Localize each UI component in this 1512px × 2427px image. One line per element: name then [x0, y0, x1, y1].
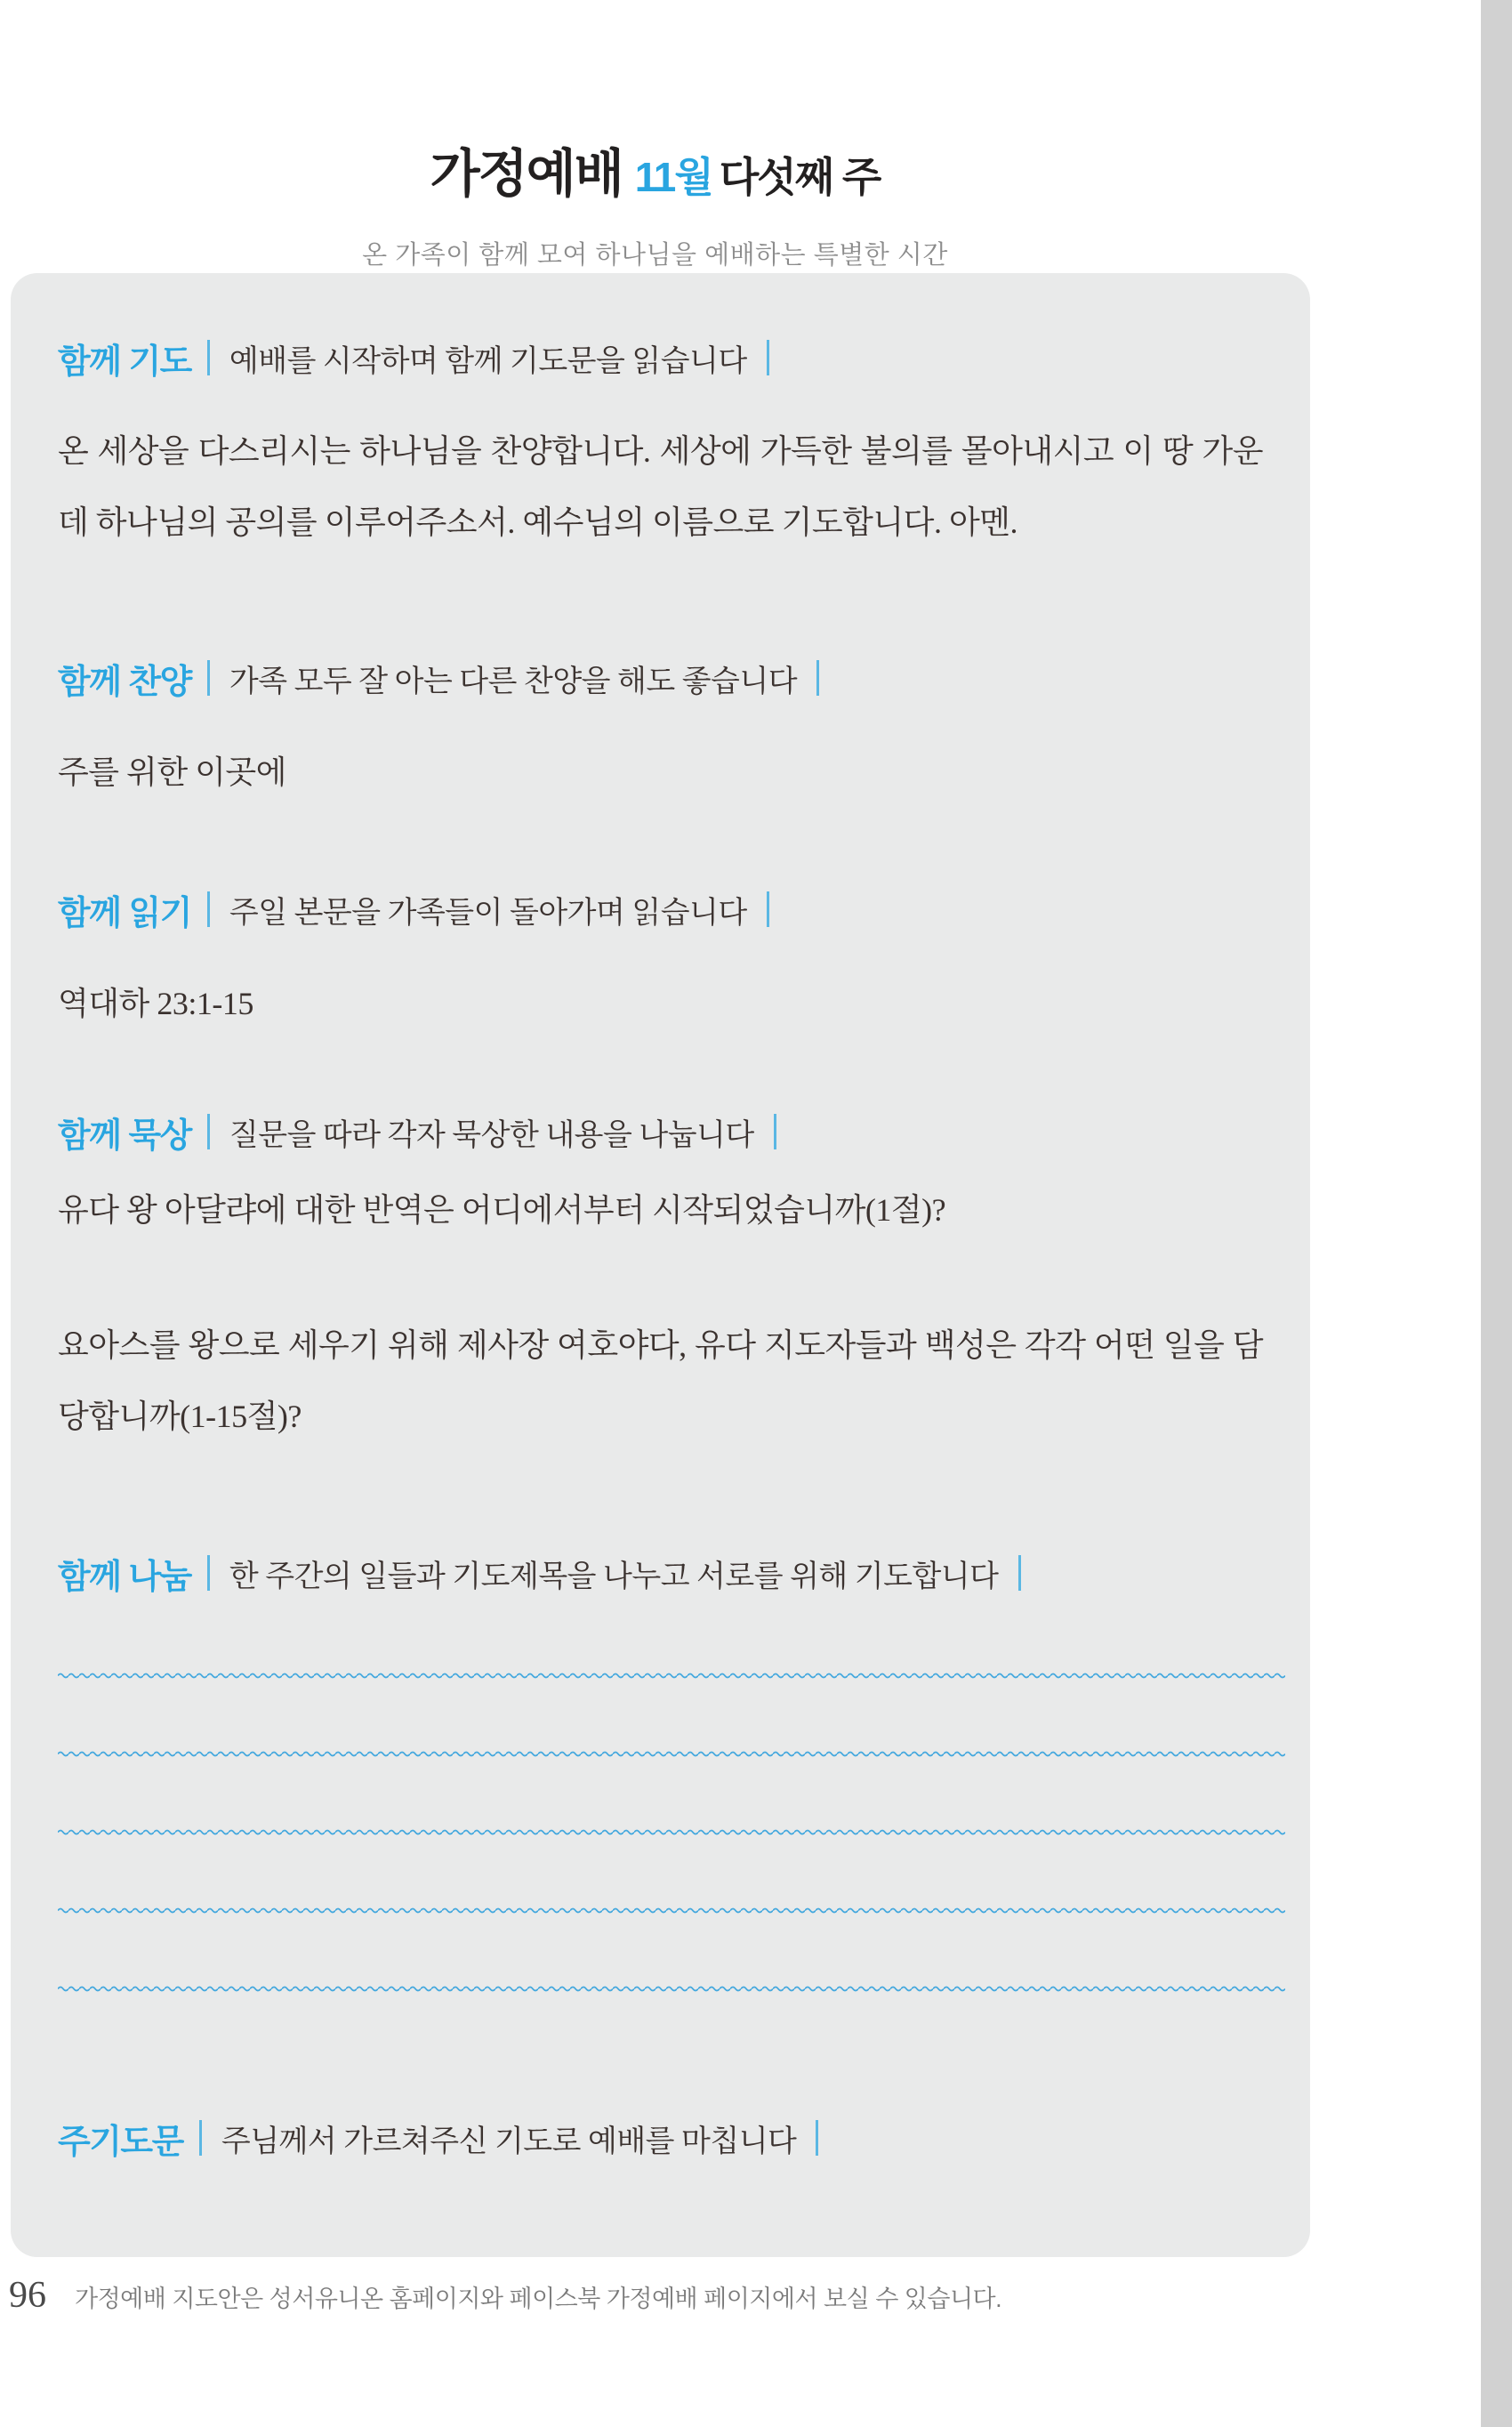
divider-bar [767, 891, 769, 927]
section-praise-hint: 가족 모두 잘 아는 다른 찬양을 해도 좋습니다 [229, 665, 798, 698]
section-prayer-header [58, 335, 1263, 380]
title-main: 가정예배 [430, 145, 623, 203]
section-reading-hint: 주일 본문을 가족들이 돌아가며 읽습니다 [229, 896, 747, 930]
footer-note: 가정예배 지도안은 성서유니온 홈페이지와 페이스북 가정예배 페이지에서 보실 수 있습니다. [75, 2286, 1002, 2312]
writing-line [58, 1750, 1285, 1758]
section-praise-label: 함께 찬양 [58, 663, 191, 701]
divider-bar [207, 1114, 210, 1149]
section-sharing-header [58, 1551, 1263, 1595]
scripture-reference: 역대하 23:1-15 [58, 986, 253, 1021]
section-prayer-hint: 예배를 시작하며 함께 기도문을 읽습니다 [229, 344, 747, 378]
section-reading-label: 함께 읽기 [58, 894, 191, 932]
divider-bar [207, 660, 210, 696]
section-meditation-hint: 질문을 따라 각자 묵상한 내용을 나눕니다 [229, 1118, 754, 1152]
meditation-question-1: 유다 왕 아달랴에 대한 반역은 어디에서부터 시작되었습니까(1절)? [58, 1192, 946, 1228]
writing-line [58, 1907, 1285, 1915]
title-week: 다섯째 주 [719, 154, 881, 200]
page-footer [9, 2274, 1343, 2317]
writing-line [58, 1672, 1285, 1680]
section-lords-prayer-header [58, 2116, 1263, 2160]
divider-bar [1018, 1555, 1021, 1591]
meditation-question-2: 요아스를 왕으로 세우기 위해 제사장 여호야다, 유다 지도자들과 백성은 각각 어떤 일을 담당합니까(1-15절)? [58, 1327, 1263, 1434]
divider-bar [207, 340, 210, 375]
divider-bar [767, 340, 769, 375]
divider-bar [199, 2120, 202, 2156]
divider-bar [816, 660, 819, 696]
divider-bar [207, 891, 210, 927]
page-number: 96 [9, 2275, 46, 2316]
page-header [0, 141, 1310, 271]
praise-song-title: 주를 위한 이곳에 [58, 754, 286, 790]
worship-guide-card [11, 273, 1310, 2257]
section-prayer-label: 함께 기도 [58, 343, 191, 381]
section-praise-header [58, 656, 1263, 700]
title-month: 11월 [634, 154, 712, 200]
writing-line [58, 1985, 1285, 1993]
section-meditation-label: 함께 묵상 [58, 1117, 191, 1155]
divider-bar [816, 2120, 818, 2156]
section-sharing-hint: 한 주간의 일들과 기도제목을 나누고 서로를 위해 기도합니다 [229, 1560, 999, 1593]
page-title [0, 141, 1310, 215]
divider-bar [207, 1555, 210, 1591]
section-lords-prayer-hint: 주님께서 가르쳐주신 기도로 예배를 마칩니다 [221, 2125, 797, 2158]
page-edge-band [1481, 0, 1512, 2427]
section-sharing-label: 함께 나눔 [58, 1558, 191, 1596]
writing-lines [58, 1672, 1285, 1993]
prayer-text: 온 세상을 다스리시는 하나님을 찬양합니다. 세상에 가득한 불의를 몰아내시고 이 땅 가운데 하나님의 공의를 이루어주소서. 예수님의 이름으로 기도합니다. 아멘. [58, 433, 1263, 540]
section-reading-header [58, 887, 1263, 931]
section-lords-prayer-label: 주기도문 [58, 2123, 183, 2161]
writing-line [58, 1828, 1285, 1836]
page-subtitle: 온 가족이 함께 모여 하나님을 예배하는 특별한 시간 [362, 241, 948, 270]
divider-bar [774, 1114, 776, 1149]
section-meditation-header [58, 1109, 1263, 1154]
